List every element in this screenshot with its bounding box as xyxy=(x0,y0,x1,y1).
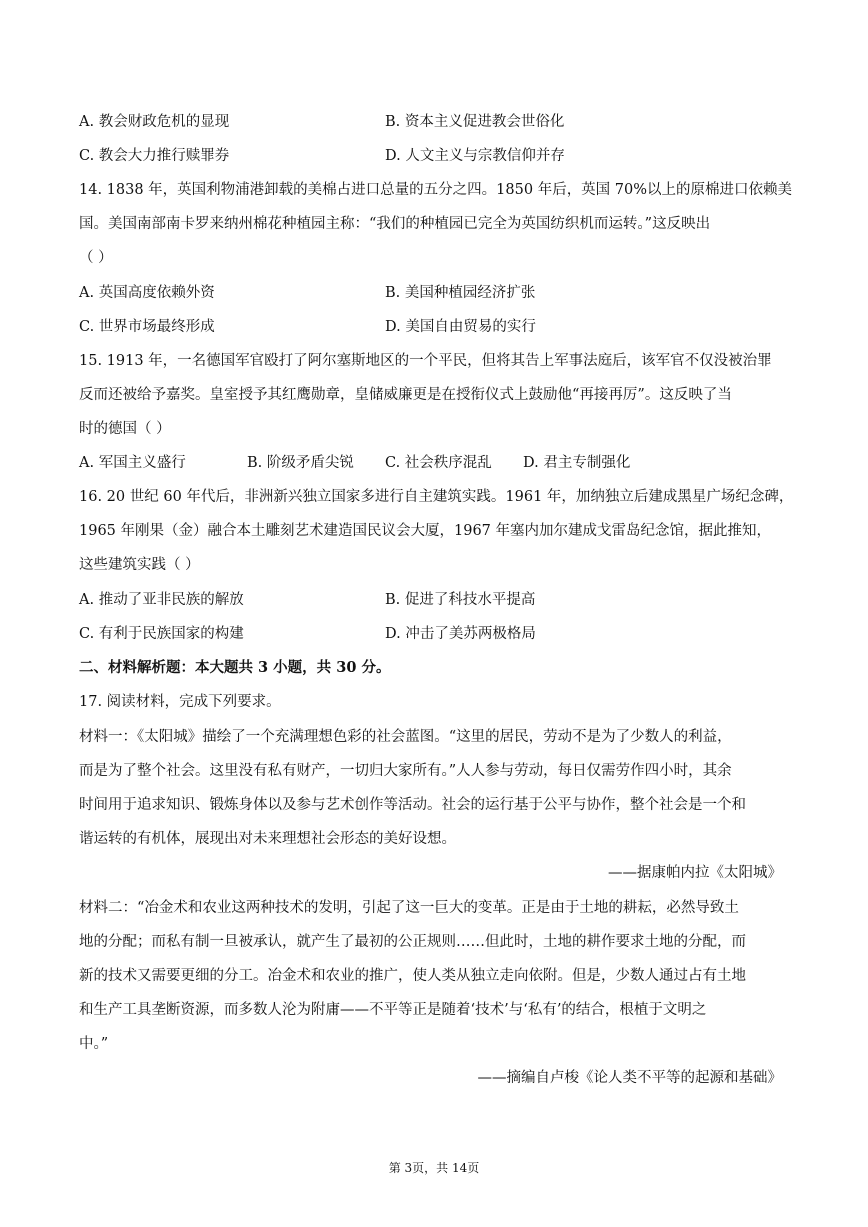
material-1-line-4: 谐运转的有机体，展现出对未来理想社会形态的美好设想。 xyxy=(79,831,456,847)
material-2-source: ——摘编自卢梭《论人类不平等的起源和基础》 xyxy=(477,1070,782,1086)
q15-option-b: B. 阶级矛盾尖锐 xyxy=(247,455,354,471)
q16-stem-line-2: 1965 年刚果（金）融合本土雕刻艺术建造国民议会大厦，1967 年塞内加尔建成戈雷岛纪念馆，据此推知， xyxy=(79,523,772,539)
q16-option-b: B. 促进了科技水平提高 xyxy=(385,592,536,608)
material-1-source: ——据康帕内拉《太阳城》 xyxy=(608,865,782,881)
page-number: 第 3页，共 14页 xyxy=(388,1161,480,1175)
q15-option-c: C. 社会秩序混乱 xyxy=(385,455,492,471)
q14-stem-line-2: 国。美国南部南卡罗来纳州棉花种植园主称：“我们的种植园已完全为英国纺织机而运转。”这反映出 xyxy=(79,216,711,232)
q15-option-d: D. 君主专制强化 xyxy=(523,455,631,471)
q16-stem-line-3: 这些建筑实践（ ） xyxy=(79,557,200,573)
q13-option-d: D. 人文主义与宗教信仰并存 xyxy=(385,148,565,164)
q14-option-d: D. 美国自由贸易的实行 xyxy=(385,319,536,335)
q14-stem-line-3: （ ） xyxy=(79,250,113,266)
q14-option-c: C. 世界市场最终形成 xyxy=(79,319,215,335)
q13-option-a: A. 教会财政危机的显现 xyxy=(79,114,230,130)
q16-option-c: C. 有利于民族国家的构建 xyxy=(79,626,244,642)
q15-stem-line-2: 反而还被给予嘉奖。皇室授予其红鹰勋章，皇储威廉更是在授衔仪式上鼓励他“再接再厉”。这反映了当 xyxy=(79,387,732,403)
q16-option-a: A. 推动了亚非民族的解放 xyxy=(79,592,244,608)
q15-stem-line-3: 时的德国（ ） xyxy=(79,421,171,437)
q15-stem-line-1: 15. 1913 年，一名德国军官殴打了阿尔塞斯地区的一个平民，但将其告上军事法庭后，该军官不仅没被治罪 xyxy=(79,353,772,369)
material-2-line-3: 新的技术又需要更细的分工。冶金术和农业的推广，使人类从独立走向依附。但是，少数人通过占有土地 xyxy=(79,968,746,984)
q14-option-b: B. 美国种植园经济扩张 xyxy=(385,285,536,301)
material-1-line-1: 材料一：《太阳城》描绘了一个充满理想色彩的社会蓝图。“这里的居民，劳动不是为了少数人的利益， xyxy=(79,729,732,745)
material-1-line-3: 时间用于追求知识、锻炼身体以及参与艺术创作等活动。社会的运行基于公平与协作，整个社会是一个和 xyxy=(79,797,746,813)
q15-option-a: A. 军国主义盛行 xyxy=(79,455,186,471)
q16-option-d: D. 冲击了美苏两极格局 xyxy=(385,626,536,642)
q13-option-b: B. 资本主义促进教会世俗化 xyxy=(385,114,565,130)
q14-stem-line-1: 14. 1838 年，英国利物浦港卸载的美棉占进口总量的五分之四。1850 年后，英国 70%以上的原棉进口依赖美 xyxy=(79,182,793,198)
q14-option-a: A. 英国高度依赖外资 xyxy=(79,285,215,301)
q17-intro: 17. 阅读材料，完成下列要求。 xyxy=(79,694,281,710)
material-2-line-1: 材料二：“冶金术和农业这两种技术的发明，引起了这一巨大的变革。正是由于土地的耕耘，必然导致土 xyxy=(79,900,739,916)
material-2-line-4: 和生产工具垄断资源，而多数人沦为附庸——不平等正是随着‘技术’与‘私有’的结合，根植于文明之 xyxy=(79,1002,707,1018)
material-2-line-5: 中。” xyxy=(79,1036,109,1052)
material-1-line-2: 而是为了整个社会。这里没有私有财产，一切归大家所有。”人人参与劳动，每日仅需劳作四小时，其余 xyxy=(79,763,732,779)
q16-stem-line-1: 16. 20 世纪 60 年代后，非洲新兴独立国家多进行自主建筑实践。1961 年，加纳独立后建成黑星广场纪念碑， xyxy=(79,489,794,505)
material-2-line-2: 地的分配；而私有制一旦被承认，就产生了最初的公正规则……但此时，土地的耕作要求土地的分配，而 xyxy=(79,934,746,950)
q13-option-c: C. 教会大力推行赎罪券 xyxy=(79,148,230,164)
section-heading: 二、材料解析题：本大题共 3 小题，共 30 分。 xyxy=(79,659,391,676)
